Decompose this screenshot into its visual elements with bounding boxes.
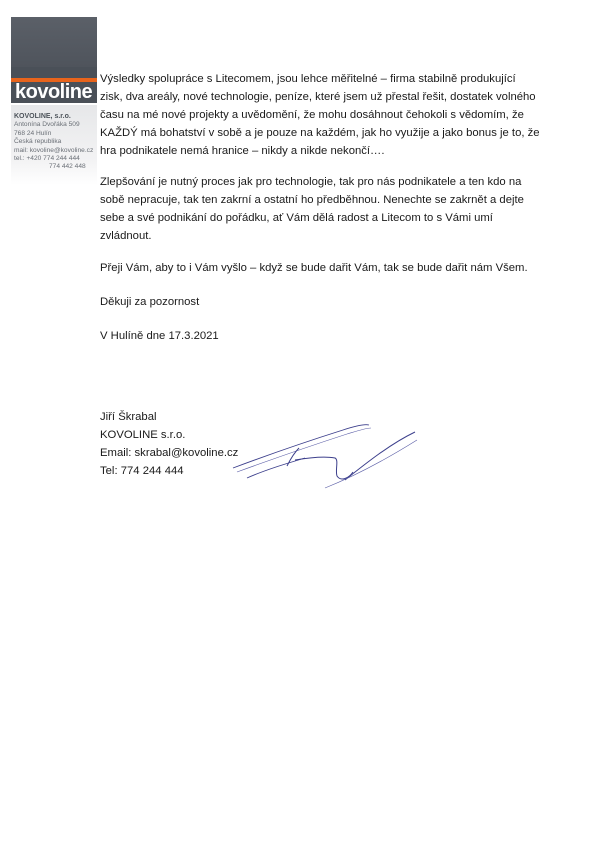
text-line: zisk, dva areály, nové technologie, peníze, které jsem už přestal řešit, dostatek volného [100, 91, 536, 103]
text-line: času na mé nové projekty a uvědomění, že mohu dosáhnout čehokoli s vědomím, že [100, 109, 524, 121]
company-info-sidebar [11, 105, 97, 185]
place-date: V Hulíně dne 17.3.2021 [100, 330, 219, 342]
signatory-company: KOVOLINE s.r.o. [100, 429, 186, 441]
paragraph-results [100, 70, 540, 160]
text-line: hra podnikatele nemá hranice – nikdy a nikde nekončí…. [100, 145, 385, 157]
paragraph-thanks: Děkuji za pozornost [100, 296, 200, 308]
logo-wordmark: kovoline [15, 81, 93, 103]
signatory-block [100, 408, 238, 480]
logo-shade [11, 17, 97, 67]
text-line: sobě nepracuje, tak ten zakrní a ostatní ho předběhnou. Nenechte se zakrnět a dejte [100, 194, 524, 206]
sidebar-phone-secondary: 774 442 448 [49, 163, 86, 171]
sidebar-company-name: KOVOLINE, s.r.o. [14, 113, 71, 120]
handwritten-signature [225, 420, 425, 495]
signatory-tel: Tel: 774 244 444 [100, 465, 184, 477]
text-line: KAŽDÝ má bohatství v sobě a je pouze na každém, jak ho využije a jako bonus je to, že [100, 127, 540, 139]
company-logo [11, 17, 97, 103]
sidebar-street: Antonína Dvořáka 509 [14, 121, 80, 129]
signatory-name: Jiří Škrabal [100, 411, 157, 423]
sidebar-city: 768 24 Hulín [14, 129, 52, 137]
sidebar-phone: tel.: +420 774 244 444 [14, 155, 80, 163]
signatory-email: Email: skrabal@kovoline.cz [100, 447, 239, 459]
text-line: sebe a své podnikání do pořádku, ať Vám dělá radost a Litecom to s Vámi umí [100, 212, 493, 224]
text-line: Výsledky spolupráce s Litecomem, jsou lehce měřitelné – firma stabilně produkující [100, 73, 516, 85]
text-line: zvládnout. [100, 230, 152, 242]
paragraph-wishes: Přeji Vám, aby to i Vám vyšlo – když se bude dařit Vám, tak se bude dařit nám Všem. [100, 262, 528, 274]
sidebar-country: Česká republika [14, 138, 62, 146]
paragraph-improvement [100, 173, 524, 245]
sidebar-email: mail: kovoline@kovoline.cz [14, 146, 94, 154]
text-line: Zlepšování je nutný proces jak pro technologie, tak pro nás podnikatele a ten kdo na [100, 176, 522, 188]
